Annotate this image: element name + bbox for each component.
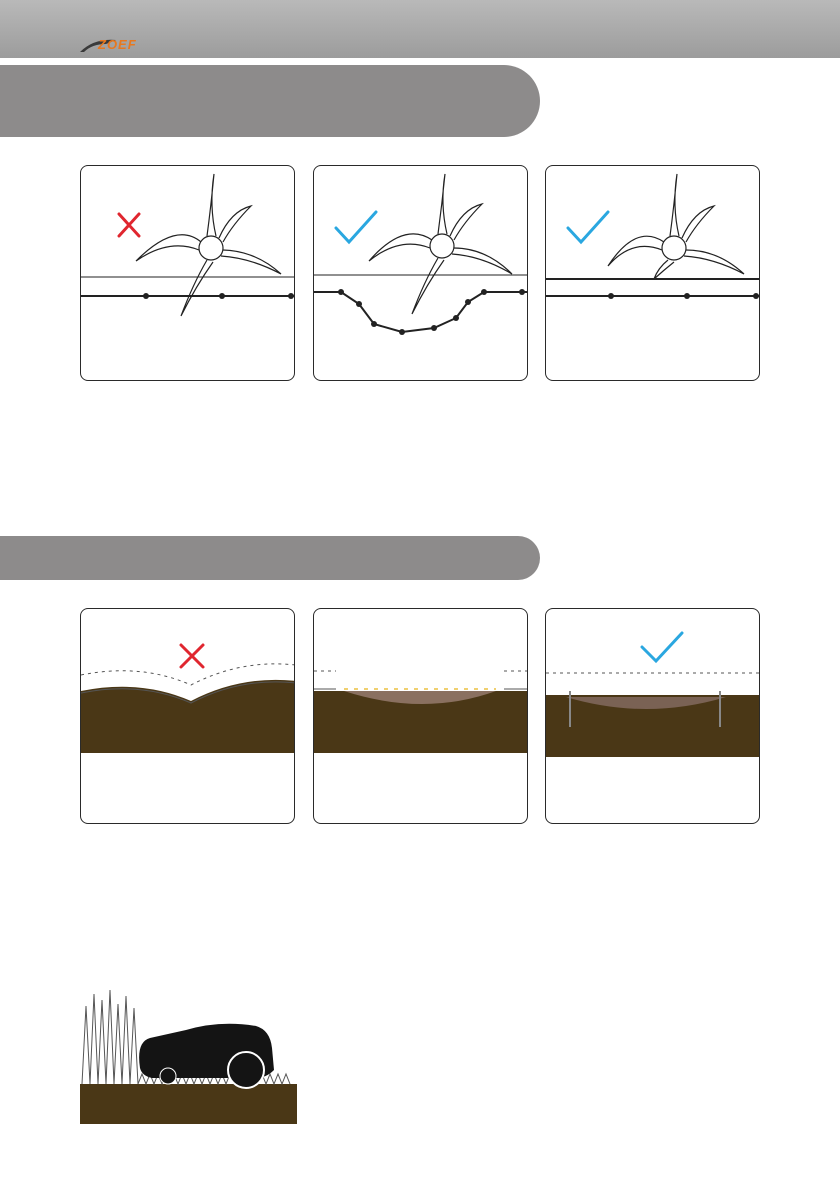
cross-icon (181, 645, 203, 667)
section-2-banner (0, 536, 540, 580)
mower-tall-grass-illustration (80, 986, 297, 1124)
lawn-panel-uneven (80, 608, 295, 824)
check-icon (568, 212, 608, 242)
soil (80, 1084, 297, 1124)
brand-logo (76, 32, 176, 58)
wire-panel-correct-around (313, 165, 528, 381)
wire-panel-correct-under (545, 165, 760, 381)
lawn-panel-leveled (545, 608, 760, 824)
check-icon (642, 633, 682, 661)
plant-icon (136, 174, 281, 316)
wire-panel-incorrect (80, 165, 295, 381)
logo-text: ZOEF (98, 37, 137, 52)
section-1-banner (0, 65, 540, 137)
cross-icon (119, 214, 139, 236)
check-icon (336, 212, 376, 242)
lawn-panel-filled (313, 608, 528, 824)
tall-grass (82, 990, 138, 1084)
plant-icon (608, 174, 744, 279)
soil (81, 680, 295, 753)
